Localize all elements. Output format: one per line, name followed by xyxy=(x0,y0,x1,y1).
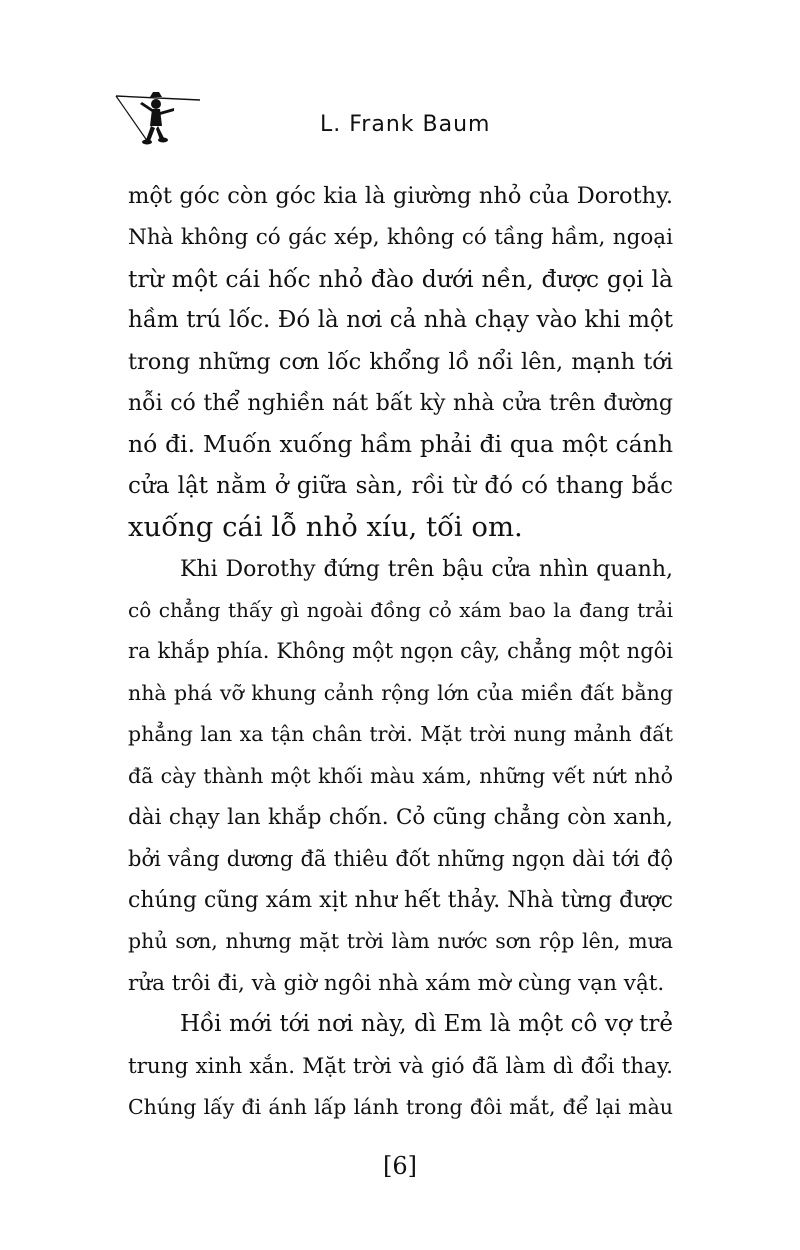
text-line: Nhà không có gác xép, không có tầng hầm, ngoại xyxy=(128,225,673,251)
text-line: cửa lật nằm ở giữa sàn, rồi từ đó có thang bắc xyxy=(128,472,673,499)
running-header xyxy=(112,82,712,162)
text-line: nó đi. Muốn xuống hầm phải đi qua một cánh xyxy=(128,430,673,459)
text-line: Chúng lấy đi ánh lấp lánh trong đôi mắt, để lại màu xyxy=(128,1094,673,1119)
text-line: cô chẳng thấy gì ngoài đồng cỏ xám bao la đang trải xyxy=(128,598,673,623)
body-text xyxy=(128,176,673,1128)
text-line: rửa trôi đi, và giờ ngôi nhà xám mờ cùng vạn vật. xyxy=(128,970,665,996)
text-line: bởi vầng dương đã thiêu đốt những ngọn dài tới độ xyxy=(128,846,673,871)
text-line: chúng cũng xám xịt như hết thảy. Nhà từng được xyxy=(128,887,673,913)
text-line: phủ sơn, nhưng mặt trời làm nước sơn rộp lên, mưa xyxy=(128,929,673,954)
text-line: nỗi có thể nghiền nát bất kỳ nhà cửa trên đường xyxy=(128,391,673,417)
paragraph xyxy=(128,176,673,549)
tightrope-walker-icon xyxy=(112,82,202,152)
text-line: Khi Dorothy đứng trên bậu cửa nhìn quanh, xyxy=(180,556,673,582)
author-name: L. Frank Baum xyxy=(320,112,491,137)
text-line: trừ một cái hốc nhỏ đào dưới nền, được gọi là xyxy=(128,264,673,293)
text-line: đã cày thành một khối màu xám, những vết nứt nhỏ xyxy=(128,763,673,788)
page-number: [6] xyxy=(383,1152,417,1180)
text-line: trong những cơn lốc khổng lồ nổi lên, mạnh tới xyxy=(128,348,673,375)
text-line: phẳng lan xa tận chân trời. Mặt trời nung mảnh đất xyxy=(128,722,673,747)
text-line: ra khắp phía. Không một ngọn cây, chẳng một ngôi xyxy=(128,639,673,664)
paragraph xyxy=(128,549,673,1004)
text-line: hầm trú lốc. Đó là nơi cả nhà chạy vào khi một xyxy=(128,307,673,334)
text-line: trung xinh xắn. Mặt trời và gió đã làm dì đổi thay. xyxy=(128,1053,673,1079)
text-line: một góc còn góc kia là giường nhỏ của Dorothy. xyxy=(128,183,673,209)
paragraph xyxy=(128,1004,673,1128)
text-line: xuống cái lỗ nhỏ xíu, tối om. xyxy=(128,511,523,544)
text-line: nhà phá vỡ khung cảnh rộng lớn của miền đất bằng xyxy=(128,680,673,705)
text-line: Hồi mới tới nơi này, dì Em là một cô vợ trẻ xyxy=(180,1011,673,1038)
text-line: dài chạy lan khắp chốn. Cỏ cũng chẳng còn xanh, xyxy=(128,805,673,831)
